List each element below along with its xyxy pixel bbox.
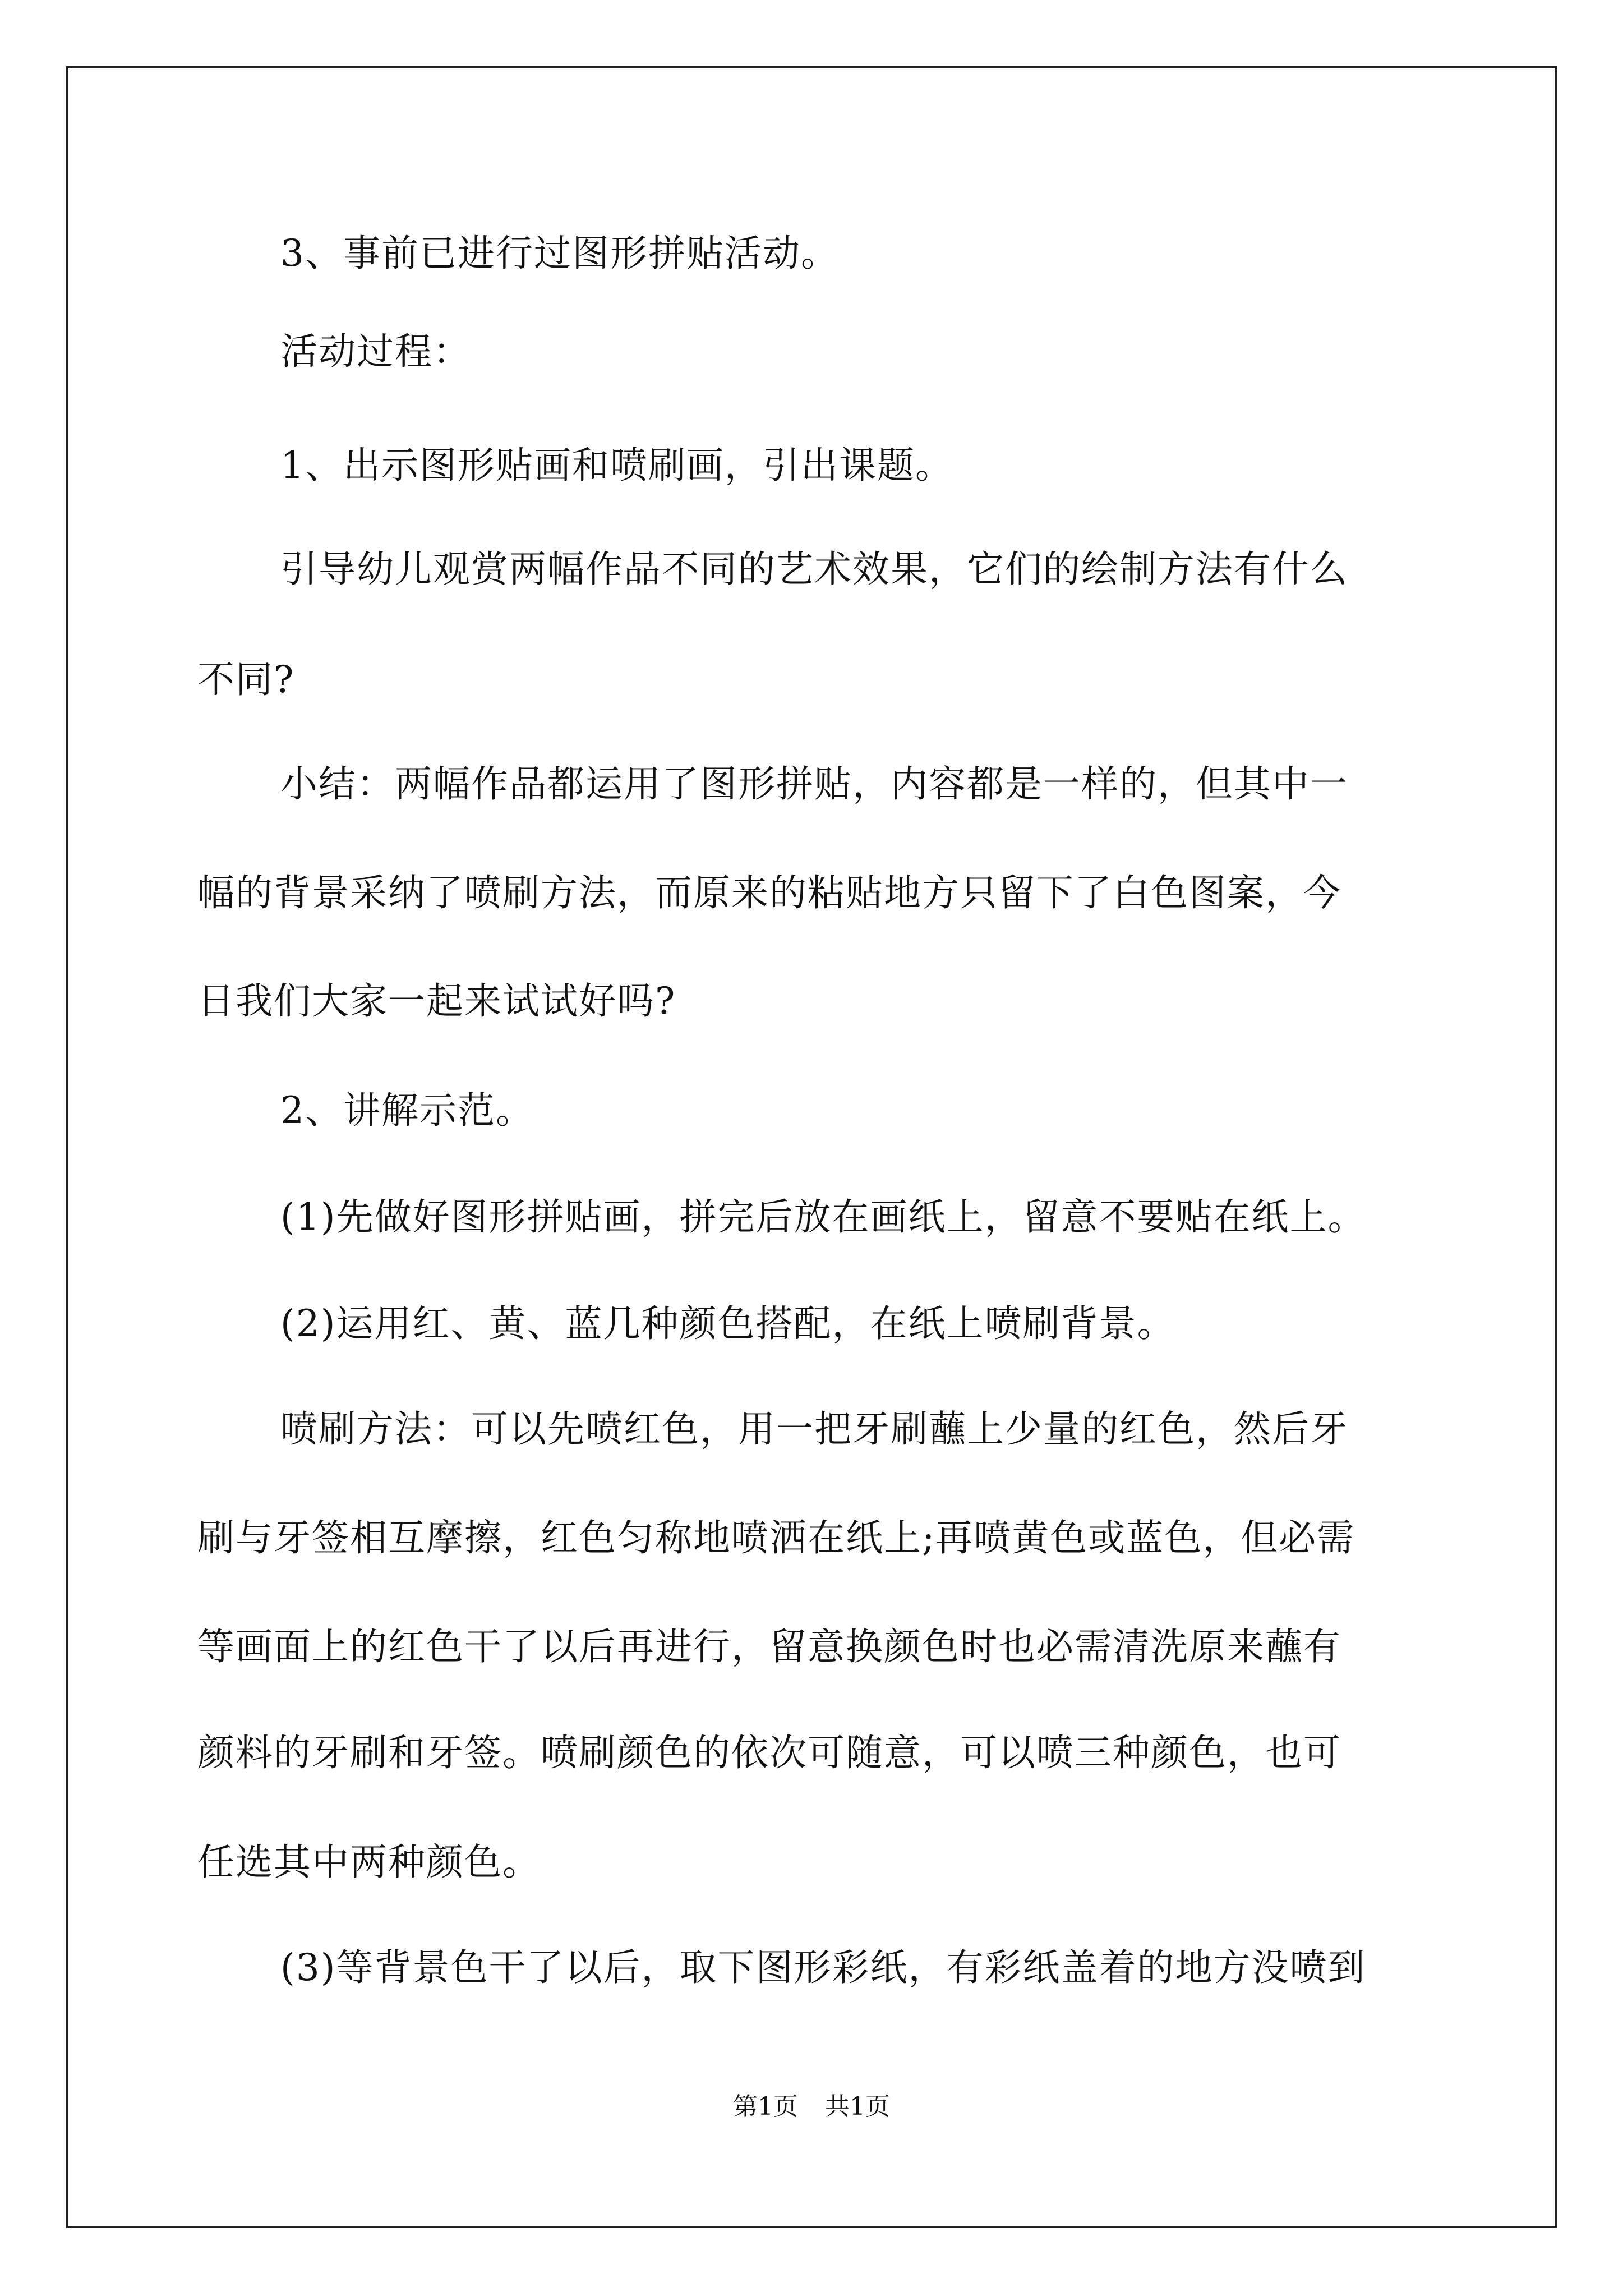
paragraph-line: 2、讲解示范。 <box>280 1089 534 1132</box>
paragraph-line: (3)等背景色干了以后，取下图形彩纸，有彩纸盖着的地方没喷到 <box>280 1946 1366 1989</box>
page-number: 第1页 <box>733 2092 798 2121</box>
page-border <box>66 66 1557 2228</box>
paragraph-line: 喷刷方法：可以先喷红色，用一把牙刷蘸上少量的红色，然后牙 <box>280 1407 1348 1451</box>
paragraph-line: 等画面上的红色干了以后再进行，留意换颜色时也必需清洗原来蘸有 <box>197 1625 1341 1668</box>
paragraph-line: 日我们大家一起来试试好吗? <box>197 979 676 1023</box>
paragraph-line: 1、出示图形贴画和喷刷画，引出课题。 <box>280 444 953 487</box>
paragraph-line: 任选其中两种颜色。 <box>197 1841 541 1884</box>
paragraph-line: 不同? <box>197 658 295 701</box>
paragraph-line: 幅的背景采纳了喷刷方法，而原来的粘贴地方只留下了白色图案，今 <box>197 871 1341 914</box>
paragraph-line: 活动过程： <box>280 330 471 373</box>
paragraph-line: 刷与牙签相互摩擦，红色匀称地喷洒在纸上;再喷黄色或蓝色，但必需 <box>197 1516 1355 1559</box>
page-footer <box>0 2091 1623 2123</box>
page-total: 共1页 <box>825 2092 890 2121</box>
paragraph-line: (2)运用红、黄、蓝几种颜色搭配，在纸上喷刷背景。 <box>280 1302 1175 1345</box>
paragraph-line: (1)先做好图形拼贴画，拼完后放在画纸上，留意不要贴在纸上。 <box>280 1195 1366 1239</box>
paragraph-line: 3、事前已进行过图形拼贴活动。 <box>280 232 839 275</box>
paragraph-line: 引导幼儿观赏两幅作品不同的艺术效果，它们的绘制方法有什么 <box>280 547 1348 591</box>
paragraph-line: 小结：两幅作品都运用了图形拼贴，内容都是一样的，但其中一 <box>280 762 1348 806</box>
paragraph-line: 颜料的牙刷和牙签。喷刷颜色的依次可随意，可以喷三种颜色，也可 <box>197 1731 1341 1774</box>
